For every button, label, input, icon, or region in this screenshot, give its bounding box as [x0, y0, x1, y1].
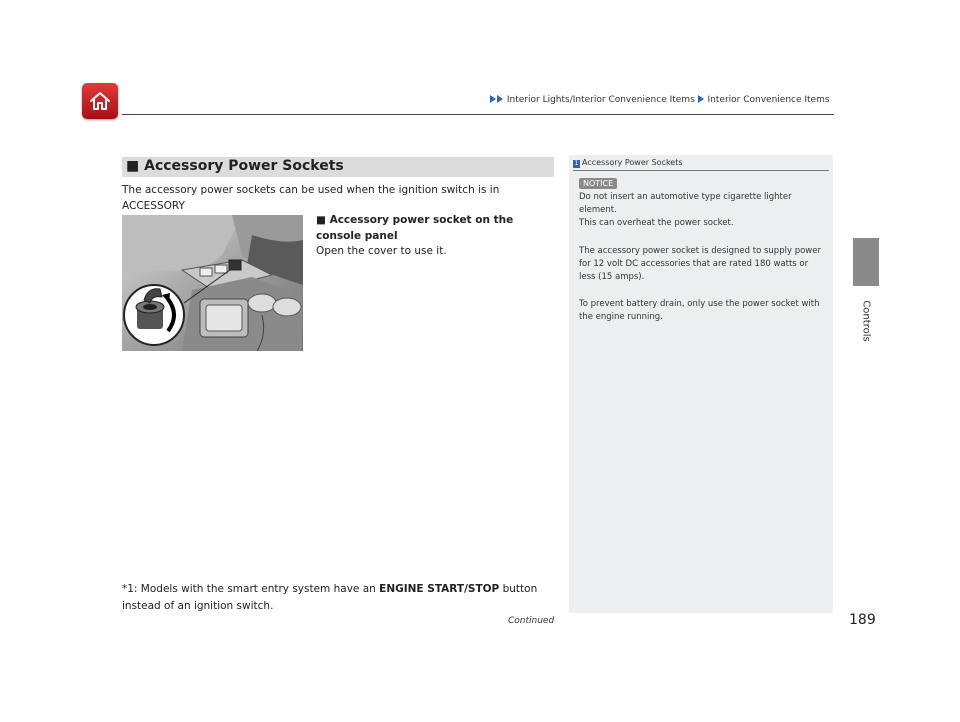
breadcrumb [490, 95, 830, 105]
reference-marker-icon: 1 [574, 160, 579, 167]
breadcrumb-link-2[interactable]: Interior Convenience Items [707, 95, 830, 105]
square-bullet-icon: ■ [316, 214, 326, 226]
sidebar-title: 1 Accessory Power Sockets [574, 158, 683, 167]
chapter-label: Controls [860, 300, 872, 342]
chapter-tab[interactable] [853, 238, 879, 286]
header-rule [122, 114, 834, 115]
breadcrumb-arrow-icon [490, 95, 504, 105]
footnote: *1: Models with the smart entry system have an ENGINE START/STOP button instead of an ignition switch. [122, 583, 538, 612]
intro-paragraph: The accessory power sockets can be used when the ignition switch is in ACCESSORY [122, 182, 554, 234]
subsection-heading: ■ Accessory power socket on the console panel [316, 214, 514, 242]
sidebar-rule [573, 170, 829, 171]
continued-label: Continued [508, 616, 555, 626]
section-title: ■ Accessory Power Sockets [126, 158, 344, 174]
sidebar-paragraph: Do not insert an automotive type cigarette lighter element. This can overheat the power socket. [579, 192, 792, 228]
breadcrumb-link-1[interactable]: Interior Lights/Interior Convenience Items [506, 95, 695, 105]
console-power-socket-illustration [122, 215, 303, 351]
page-number: 189 [849, 612, 876, 628]
sidebar-paragraph: To prevent battery drain, only use the power socket with the engine running. [579, 299, 820, 322]
sidebar-paragraph: The accessory power socket is designed to supply power for 12 volt DC accessories that are rated 180 watts or less (15 amps). [579, 246, 821, 282]
home-icon [88, 89, 112, 113]
breadcrumb-arrow-icon [698, 95, 704, 103]
subsection-text: Open the cover to use it. [316, 245, 447, 257]
home-button[interactable] [82, 83, 118, 119]
notice-badge: NOTICE [579, 178, 617, 189]
square-bullet-icon: ■ [126, 158, 140, 174]
